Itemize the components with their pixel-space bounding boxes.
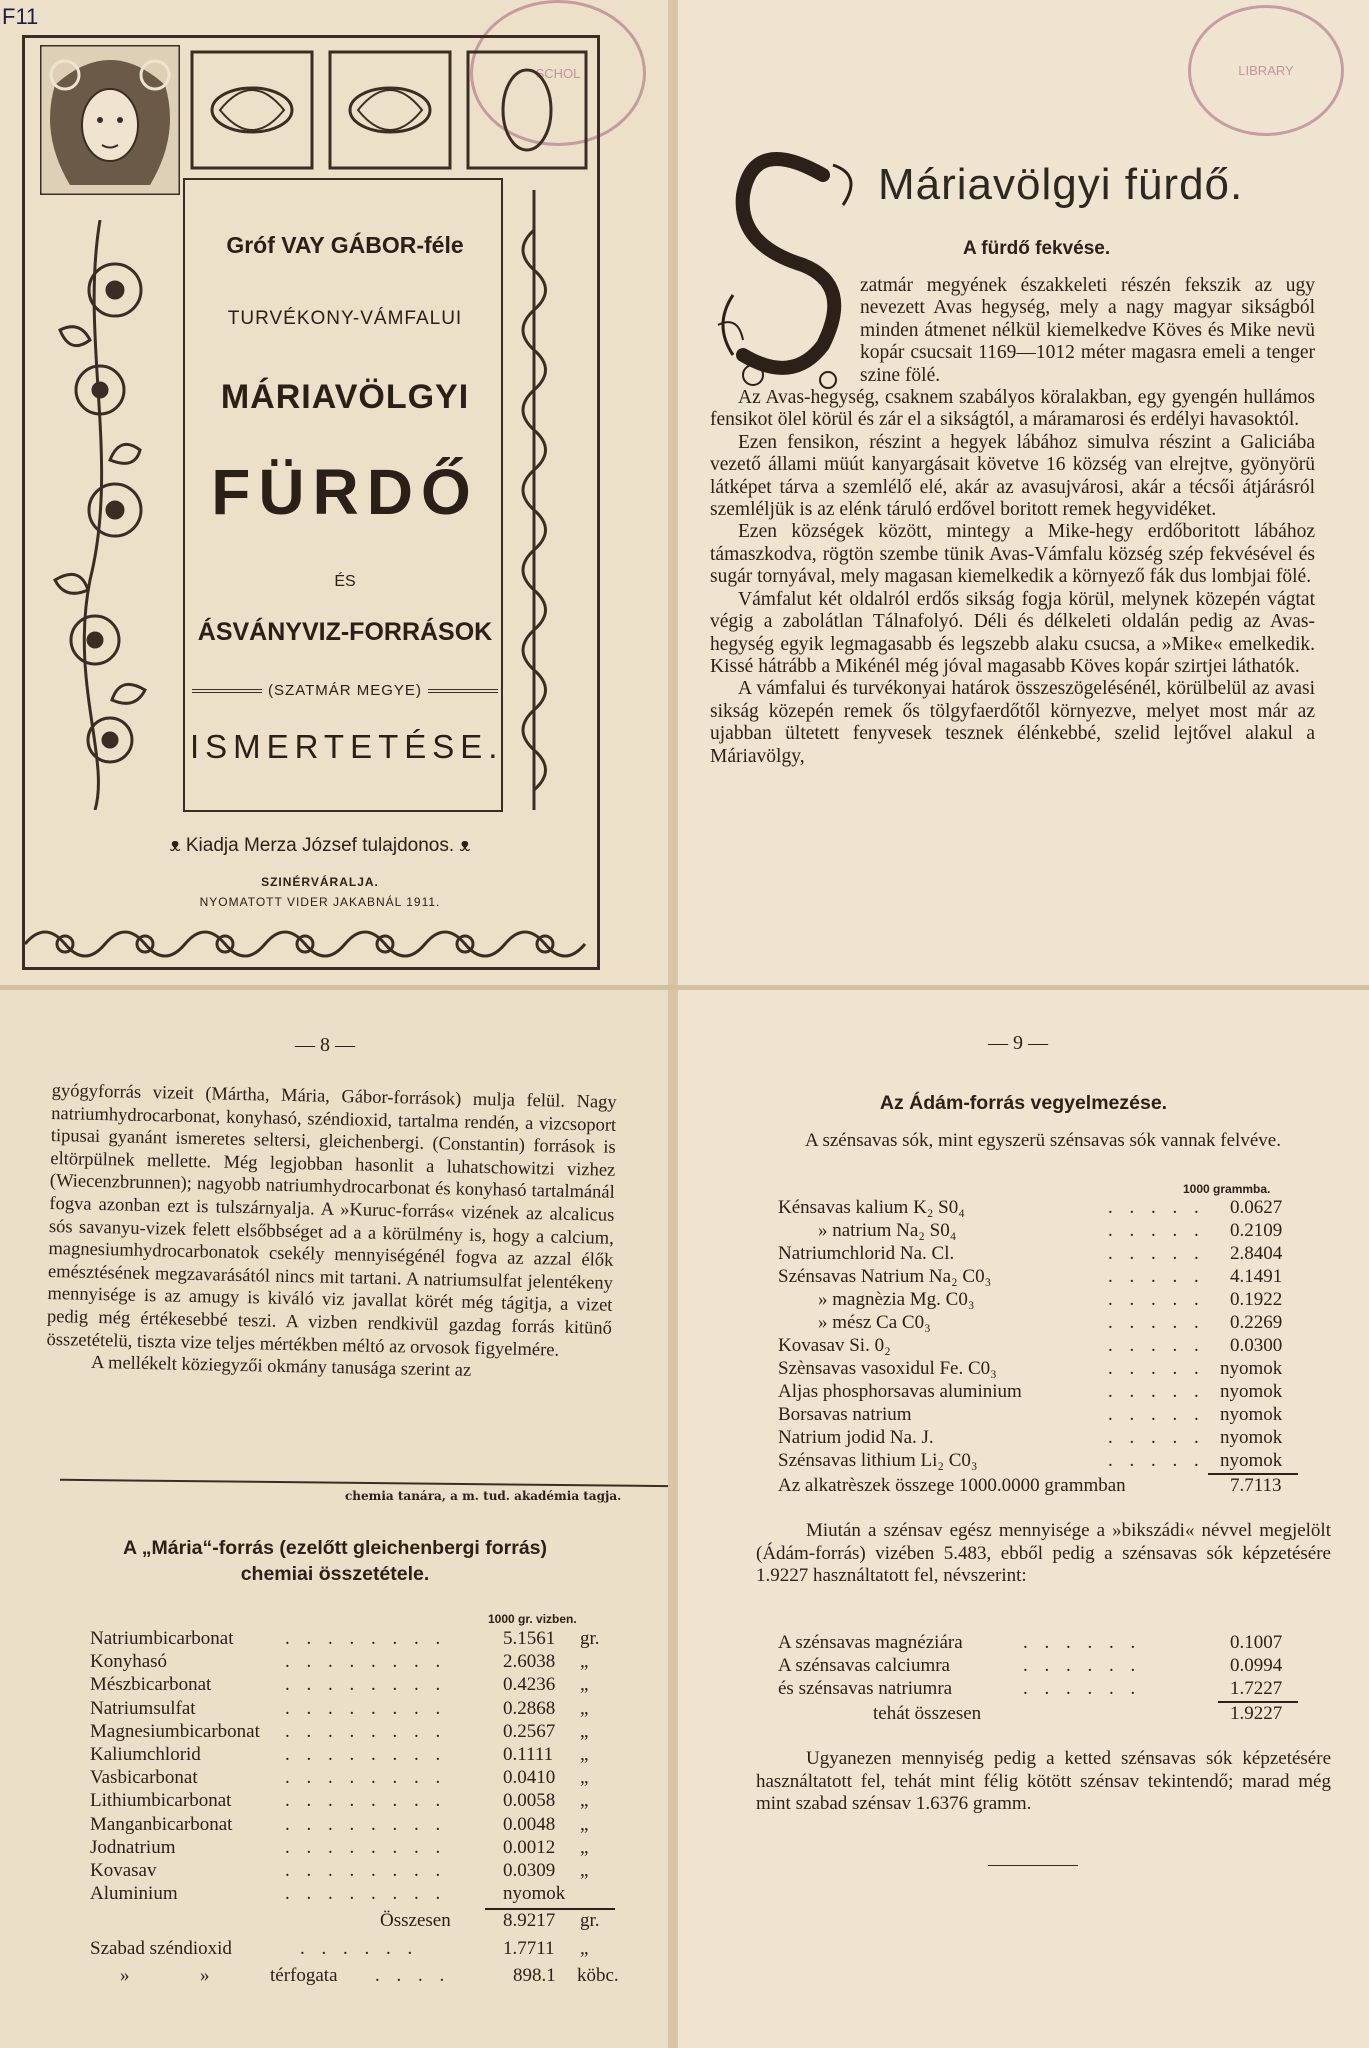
page-number: — 8 — xyxy=(295,1034,355,1056)
volume-ditto: » xyxy=(120,1964,130,1986)
page-8 xyxy=(0,990,668,2048)
adam-row-dots: . . . . . xyxy=(1108,1197,1205,1218)
adam-intro: A szénsavas sók, mint egyszerü szénsavas sók vannak felvéve. xyxy=(805,1130,1281,1151)
volume-ditto-2: » xyxy=(200,1964,210,1986)
adam-table-title: Az Ádám-forrás vegyelmezése. xyxy=(879,1092,1168,1114)
table-row-dots: . . . . . . . . xyxy=(285,1767,447,1789)
adam-row-value: nyomok xyxy=(1220,1358,1283,1379)
page8-last-line: A mellékelt köziegyzői okmány tanusága szerint az xyxy=(90,1353,472,1381)
adam-row-name: Aljas phosphorsavas aluminium xyxy=(778,1381,1022,1402)
adam-row-name: » mész Ca C0₃ xyxy=(818,1312,931,1333)
cover-line-4: FÜRDŐ xyxy=(211,456,479,528)
adam-row-name: Kénsavas kalium K₂ S0₄ xyxy=(778,1197,965,1218)
page8-paragraph: gyógyforrás vizeit (Mártha, Mária, Gábor-források) mulja felül. Nagy natriumhydrocarbonat, konyhasó, széndioxid, tartalma rendén, a vizcsoport tipusai gyanánt ismeretes seltersi, gleichenbergi. (Constantin) források is eltörpülnek mellette. Még legjobban hasonlit a luhatschowitzi vizhez (Wiecenzbrunnen); nagyobb natriumhydrocarbonat és konyhasó tartalmánál fogva azonban ezt is tulszárnyalja. A »Kuruc-forrás« vizének az alcalicus sós savanyu-vizek felett elsőbbséget ad a a körülmény is, hogy a calcium, magnesiumhydrocarbonatok csekély mennyiségénél fogva az azzal élők emésztésének megzavarásától nincs mit tartani. A natriumsulfat jelentékeny mennyisége is az amugy is kiváló viz javallat körét még tágitja, a vizet pedig még értékesebbé teszi. A vizben rendkivül gazdag forrás kitünő összetételü, tiszta vize teljes mértékben méltó az orvosok figyelmére. xyxy=(46,1080,617,1361)
intro-body xyxy=(710,275,1315,768)
table-row-dots: . . . . . . . . xyxy=(285,1744,447,1765)
adam-row-value: nyomok xyxy=(1220,1450,1283,1471)
adam-row-dots: . . . . . xyxy=(1108,1289,1205,1310)
table-row-name: Natriumsulfat xyxy=(90,1697,196,1719)
cover-line-5: ÉS xyxy=(334,573,356,590)
table-row-name: Aluminium xyxy=(90,1883,178,1905)
free-co2-dots: . . . . . . xyxy=(300,1937,419,1959)
table-row-name: Kovasav xyxy=(90,1860,157,1881)
adam-row-dots: . . . . . xyxy=(1108,1312,1205,1333)
total-label: Összesen xyxy=(380,1910,451,1932)
table-row-name: Konyhasó xyxy=(90,1651,168,1673)
adam-row-dots: . . . . . xyxy=(1108,1335,1205,1356)
adam-row-dots: . . . . . xyxy=(1108,1266,1205,1287)
table-row-value: 0.0309 xyxy=(503,1860,556,1881)
volume-dots: . . . . xyxy=(375,1964,451,1986)
adam-row2-dots: . . . . . . xyxy=(1023,1632,1142,1653)
bottom-ornament xyxy=(25,920,600,968)
adam-row-value: nyomok xyxy=(1220,1404,1283,1425)
adam-row-name: Borsavas natrium xyxy=(778,1404,912,1425)
table-row-unit: „ xyxy=(580,1744,589,1765)
page-9 xyxy=(678,990,1369,2048)
table-row-value: 0.2868 xyxy=(503,1697,556,1719)
volume-label: térfogata xyxy=(270,1964,338,1986)
table-row-name: Vasbicarbonat xyxy=(90,1767,198,1789)
cover-line-2: TURVÉKONY-VÁMFALUI xyxy=(227,308,463,329)
free-co2-label: Szabad széndioxid xyxy=(90,1937,232,1959)
sum-line: Az alkatrèszek összege 1000.0000 grammban xyxy=(778,1475,1126,1496)
total2-value: 1.9227 xyxy=(1230,1703,1283,1724)
table-row-value: 0.0058 xyxy=(503,1790,556,1812)
adam-row-name: Szénsavas lithium Li₂ C0₃ xyxy=(778,1450,978,1471)
table-row-dots: . . . . . . . . xyxy=(285,1836,447,1858)
adam-paragraph-3 xyxy=(756,1748,1331,1816)
table-header: 1000 gr. vizben. xyxy=(488,1612,577,1626)
footnote-rule xyxy=(60,1479,668,1487)
table-row-dots: . . . . . . . . xyxy=(285,1628,447,1649)
adam-row-name: Kovasav Si. 0₂ xyxy=(778,1335,891,1356)
adam-row-value: nyomok xyxy=(1220,1427,1283,1448)
adam-row-value: 2.8404 xyxy=(1230,1243,1283,1264)
total-unit: gr. xyxy=(580,1910,600,1932)
adam-paragraph-3-text: Ugyanezen mennyiség pedig a ketted szénsavas sók képzetésére használtatott fel, tehát mint félig kötött szénsav tekintendő; marad még mint szabad szénsav 1.6376 gramm. xyxy=(756,1748,1331,1814)
paragraph-5: Vámfalut két oldalról erdős sikság fogja körül, melynek közepén vágtat végig a zabolátlan Tálnafolyó. Déli és délkeleti oldalán pedig az Avas-hegység egyik legmagasabb és legszebb alaku csucsa, a »Mike« emelkedik. Kissé hátrább a Mikénél még jóval magasabb Köves kopár szirtjei láthatók. xyxy=(710,588,1315,677)
table-row-value: 0.4236 xyxy=(503,1674,556,1696)
adam-header: 1000 grammba. xyxy=(1183,1182,1271,1196)
cover-line-6: ÁSVÁNYVIZ-FORRÁSOK xyxy=(197,618,493,646)
paragraph-1: zatmár megyének északkeleti részén fekszik az ugy nevezett Avas hegység, mely a nagy magyar sikságból minden átmenet nélkül kiemelkedve Köves és Mike nevü kopár csucsait 1169—1012 méter magasra emeli a tenger szine fölé. xyxy=(860,275,1315,386)
adam-row2-name: A szénsavas calciumra xyxy=(778,1655,950,1676)
adam-row2-name: A szénsavas magnéziára xyxy=(778,1632,963,1653)
table-row-unit: gr. xyxy=(580,1628,600,1649)
adam-row-value: nyomok xyxy=(1220,1381,1283,1402)
adam-row-dots: . . . . . xyxy=(1108,1450,1205,1471)
cover-page xyxy=(0,0,668,985)
table-row-value: 0.0048 xyxy=(503,1813,556,1835)
table-row-name: Magnesiumbicarbonat xyxy=(90,1720,260,1742)
table-row-value: 0.0012 xyxy=(503,1836,556,1858)
publisher-line: ᴥ Kiadja Merza József tulajdonos. ᴥ xyxy=(169,835,471,856)
table-row-dots: . . . . . . . . xyxy=(285,1790,447,1812)
cover-line-1: Gróf VAY GÁBOR-féle xyxy=(226,232,464,258)
table-row-value: 0.2567 xyxy=(503,1720,556,1742)
adam-row-dots: . . . . . xyxy=(1108,1358,1205,1379)
right-scroll-ornament xyxy=(507,190,562,810)
table-row-dots: . . . . . . . . xyxy=(285,1697,447,1719)
adam-row2-dots: . . . . . . xyxy=(1023,1655,1142,1676)
total2-label: tehát összesen xyxy=(873,1703,982,1724)
adam-row-dots: . . . . . xyxy=(1108,1381,1205,1402)
adam-table-2 xyxy=(778,1632,1338,1727)
table-row-dots: . . . . . . . . xyxy=(285,1860,447,1881)
volume-value: 898.1 xyxy=(513,1964,556,1986)
sum-value: 7.7113 xyxy=(1230,1475,1282,1496)
adam-row-dots: . . . . . xyxy=(1108,1427,1205,1448)
library-stamp: SCHOL xyxy=(470,0,646,146)
table-row-dots: . . . . . . . . xyxy=(285,1674,447,1696)
table-row-unit: „ xyxy=(580,1836,589,1858)
table-row-unit: „ xyxy=(580,1790,589,1812)
adam-row-dots: . . . . . xyxy=(1108,1404,1205,1425)
total-value: 8.9217 xyxy=(503,1910,556,1932)
footnote: chemia tanára, a m. tud. akadémia tagja. xyxy=(345,1489,622,1503)
page-number-9: — 9 — xyxy=(988,1032,1048,1054)
table-row-name: Natriumbicarbonat xyxy=(90,1628,234,1649)
article-title: Máriavölgyi fürdő. xyxy=(878,160,1244,209)
adam-row2-value: 0.0994 xyxy=(1230,1655,1283,1676)
table-row-unit: „ xyxy=(580,1720,589,1742)
cover-line-7: (SZATMÁR MEGYE) xyxy=(190,682,500,699)
table-row-name: Lithiumbicarbonat xyxy=(90,1790,232,1812)
end-rule xyxy=(988,1865,1078,1866)
adam-row-value: 0.2109 xyxy=(1230,1220,1283,1241)
free-co2-value: 1.7711 xyxy=(503,1937,555,1959)
table-row-value: 0.1111 xyxy=(503,1744,554,1765)
adam-row-name: Natriumchlorid Na. Cl. xyxy=(778,1243,955,1264)
book-gutter xyxy=(668,0,678,2048)
ornamental-panels xyxy=(190,50,590,170)
section-heading: A fürdő fekvése. xyxy=(963,238,1111,259)
adam-row-dots: . . . . . xyxy=(1108,1220,1205,1241)
margin-note: F11 xyxy=(2,4,39,29)
table-row-unit: „ xyxy=(580,1860,589,1881)
adam-row2-dots: . . . . . . xyxy=(1023,1678,1142,1699)
table-row-name: Jodnatrium xyxy=(90,1836,176,1858)
page8-body xyxy=(46,1080,617,1385)
table-title-line-2: chemiai összetétele. xyxy=(240,1563,430,1585)
cover-line-8: ISMERTETÉSE. xyxy=(190,728,504,765)
library-stamp-right: LIBRARY xyxy=(1188,5,1344,136)
printer-line: NYOMATOTT VIDER JAKABNÁL 1911. xyxy=(199,895,441,909)
table-row-unit: „ xyxy=(580,1697,589,1719)
adam-row2-name: és szénsavas natriumra xyxy=(778,1678,953,1699)
adam-row-value: 0.0627 xyxy=(1230,1197,1283,1218)
table-row-value: 2.6038 xyxy=(503,1651,556,1673)
table-row-unit: „ xyxy=(580,1651,589,1673)
table-row-value: nyomok xyxy=(503,1883,566,1905)
table-row-dots: . . . . . . . . xyxy=(285,1651,447,1673)
adam-row-name: Natrium jodid Na. J. xyxy=(778,1427,934,1448)
table-row-dots: . . . . . . . . xyxy=(285,1883,447,1905)
paragraph-4: Ezen községek között, mintegy a Mike-hegy erdőboritott lábához támaszkodva, rögtön szembe tünik Avas-Vámfalu község szép fekvésével és sugár tornyával, mely magasan kiemelkedik a környező fák dus lombjai fölé. xyxy=(710,521,1315,588)
table-title-line-1: A „Mária“-forrás (ezelőtt gleichenbergi forrás) xyxy=(122,1537,548,1559)
table-row-unit: „ xyxy=(580,1813,589,1835)
table-title xyxy=(55,1535,615,1587)
adam-row-name: » natrium Na₂ S0₄ xyxy=(818,1220,957,1241)
adam-row-value: 0.1922 xyxy=(1230,1289,1283,1310)
table-row-name: Mészbicarbonat xyxy=(90,1674,212,1696)
adam-row-value: 4.1491 xyxy=(1230,1266,1283,1287)
adam-row-name: Szènsavas vasoxidul Fe. C0₃ xyxy=(778,1358,997,1379)
table-row-name: Manganbicarbonat xyxy=(90,1813,233,1835)
city-line: SZINÉRVÁRALJA. xyxy=(261,875,379,889)
composition-table xyxy=(90,1628,650,2028)
paragraph-2: Az Avas-hegység, csaknem szabályos köralakban, egy gyengén hullámos fensikot ölel körül és zár el a sikságtól, a máramarosi és erdélyi havasoktól. xyxy=(710,387,1315,431)
table-row-value: 0.0410 xyxy=(503,1767,556,1789)
volume-unit: köbc. xyxy=(577,1964,619,1986)
adam-row-name: » magnèzia Mg. C0₃ xyxy=(818,1289,975,1310)
table-row-value: 5.1561 xyxy=(503,1628,556,1649)
paragraph-3: Ezen fensikon, részint a hegyek lábához simulva részint a Galiciába vezető állami müút kanyargásait követve 16 község van elrejtve, gyönyörü látképet tárva a szemlélő elé, akár az avasujvárosi, akár a técsői átjárásról szemléljük is az elénk táruló erdővel boritott remek hegyvidéket. xyxy=(710,431,1315,521)
adam-table xyxy=(778,1197,1338,1517)
table-row-unit: „ xyxy=(580,1767,589,1789)
table-row-unit: „ xyxy=(580,1674,589,1696)
table-row-dots: . . . . . . . . xyxy=(285,1813,447,1835)
cover-line-3: MÁRIAVÖLGYI xyxy=(220,378,470,416)
free-co2-unit: „ xyxy=(580,1937,589,1959)
adam-paragraph-2 xyxy=(756,1520,1331,1588)
adam-row-name: Szénsavas Natrium Na₂ C0₃ xyxy=(778,1266,992,1287)
adam-row2-value: 0.1007 xyxy=(1230,1632,1283,1653)
woman-portrait-illustration xyxy=(40,45,180,195)
adam-row-dots: . . . . . xyxy=(1108,1243,1205,1264)
paragraph-6: A vámfalui és turvékonyai határok összeszögelésénél, körülbelül az avasi sikság közepén remek ős tölgyfaerdőtől környezve, melyet most már az ujabban ültetett fenyvesek tesznek élénkebbé, szelid lejtővel alakul a Máriavölgy, xyxy=(710,678,1315,767)
adam-paragraph-2-text: Miután a szénsav egész mennyisége a »bikszádi« névvel megjelölt (Ádám-forrás) vizében 5.483, ebből pedig a szénsavas sók képzetésére 1.9227 használtatott fel, névszerint: xyxy=(756,1520,1331,1586)
adam-row-value: 0.0300 xyxy=(1230,1335,1283,1356)
flower-column-illustration xyxy=(40,220,170,810)
table-row-dots: . . . . . . . . xyxy=(285,1720,447,1742)
intro-page xyxy=(678,0,1369,985)
adam-row2-value: 1.7227 xyxy=(1230,1678,1283,1699)
adam-row-value: 0.2269 xyxy=(1230,1312,1283,1333)
table-row-name: Kaliumchlorid xyxy=(90,1744,201,1765)
